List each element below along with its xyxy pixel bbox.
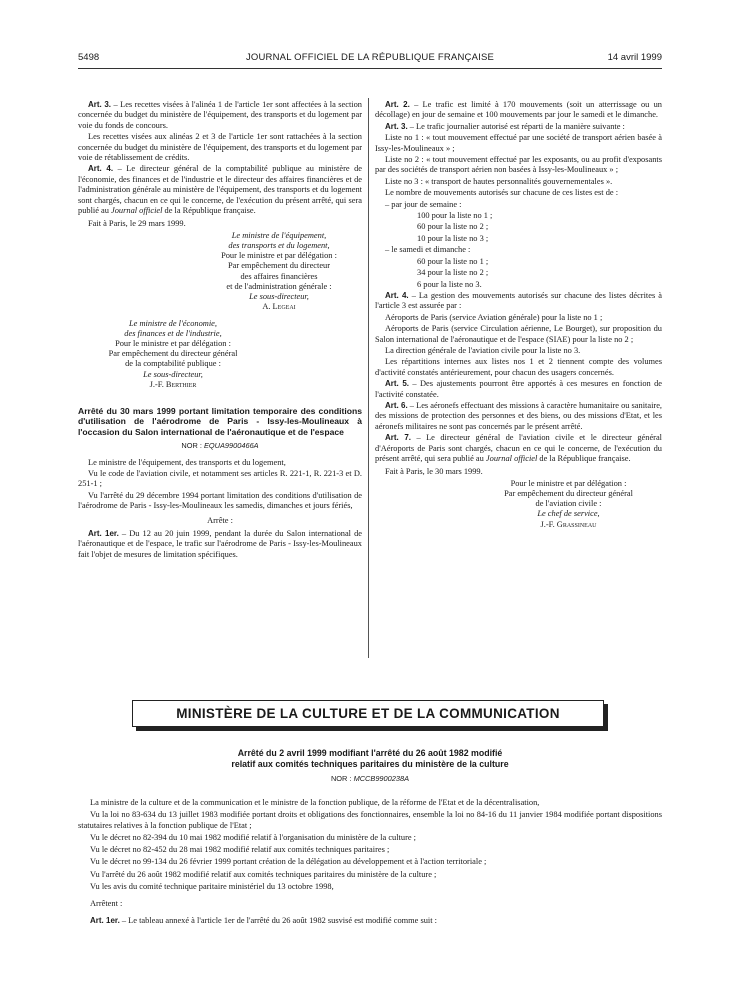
right-art6-paragraph: Art. 6. – Les aéronefs effectuant des missions à caractère humanitaire ou sanitaire, des missions de protection des personnes et des biens, ou des missions d'Etat, et les aéronefs militaires ne sont pas concernés par le présent arrêté. <box>375 400 663 431</box>
fait-a-paris: Fait à Paris, le 29 mars 1999. <box>88 219 186 229</box>
right-art7-paragraph: Art. 7. – Le directeur général de l'aviation civile et le directeur général d'Aéroports de Paris sont chargés, chacun en ce qui le concerne, de l'exécution du présent arrêté, qui sera publié au Journal officiel de la République française. <box>375 433 663 463</box>
article-label: Art. 5. <box>385 379 409 389</box>
signatory-name: J.-F. Berthier <box>149 379 197 389</box>
repartitions: Les répartitions internes aux listes nos 1 et 2 tiennent compte des volumes d'activité constatés antérieurement, pour chacun des usagers concernés. <box>375 357 662 377</box>
signature-block-dgac: Pour le ministre et par délégation : Par empêchement du directeur général de l'aviation civile : Le chef de service, J.-F. Grassineau <box>375 479 662 530</box>
culture-decree-title: Arrêté du 2 avril 1999 modifiant l'arrêté du 26 août 1982 modifié relatif aux comités techniques paritaires du ministère de la culture <box>231 748 509 769</box>
left-art1-paragraph: Art. 1er. – Du 12 au 20 juin 1999, pendant la durée du Salon international de l'aéronautique et de l'espace, le trafic sur l'aérodrome de Paris - Issy-les-Moulineaux fait l'objet de mesures de limitation spécifiques. <box>78 528 362 559</box>
liste-2: Liste no 2 : « tout mouvement effectué par les exposants, ou au profit d'exposants par des sociétés de transport aérien non basées à Issy-les-Moulineaux » ; <box>375 155 662 175</box>
article-label: Art. 3. <box>385 121 408 131</box>
preamble-minister: Le ministre de l'équipement, des transports et du logement, <box>88 457 286 467</box>
left-art3-paragraph-2: Les recettes visées aux alinéas 2 et 3 de l'article 1er sont rattachées à la section concernée du budget du ministère de l'équipement, des transports et du logement par voie de rétablissement de crédits. <box>78 132 362 163</box>
article-label: Art. 4. <box>88 164 114 174</box>
fait-a-paris: Fait à Paris, le 30 mars 1999. <box>385 467 483 477</box>
preamble-ministers: La ministre de la culture et de la communication et le ministre de la fonction publique, de la réforme de l'Etat et de la décentralisation, <box>90 798 540 807</box>
issue-date: 14 avril 1999 <box>607 52 662 63</box>
decree-title: Arrêté du 30 mars 1999 portant limitation temporaire des conditions d'utilisation de l'aérodrome de Paris - Issy-les-Moulineaux à l'occasion du Salon international de l'aéronautique et de l'espace <box>78 405 362 437</box>
signatory-name: A. Legeai <box>262 302 296 312</box>
right-art5-paragraph: Art. 5. – Des ajustements pourront être apportés à ces mesures en fonction de l'activité constatée. <box>375 379 663 399</box>
preamble-vu-arrete: Vu l'arrêté du 29 décembre 1994 portant limitation des conditions d'utilisation de l'aérodrome de Paris - Issy-les-Moulineaux les samedis, dimanches et jours fériés, <box>78 490 362 511</box>
article-label: Art. 6. <box>385 400 408 410</box>
weekend-item: 60 pour la liste no 1 ; <box>417 256 489 266</box>
right-art4-paragraph: Art. 4. – La gestion des mouvements autorisés sur chacune des listes décrites à l'article 3 est assurée par : <box>375 290 662 311</box>
header-rule <box>78 68 662 69</box>
liste-1: Liste no 1 : « tout mouvement effectué par une société de transport aérien basée à Issy-les-Moulineaux » ; <box>375 133 662 153</box>
semaine-item: 100 pour la liste no 1 ; <box>417 211 493 221</box>
culture-nor-reference: NOR : MCCB9900238A <box>330 774 410 783</box>
arretent-heading: Arrêtent : <box>90 899 123 909</box>
preamble-vu-code: Vu le code de l'aviation civile, et notamment ses articles R. 221-1, R. 221-3 et D. 251-1 ; <box>78 468 362 489</box>
preamble-vu-decret: Vu le décret no 82-394 du 10 mai 1982 modifié relatif à l'organisation du ministère de la culture ; <box>90 832 416 842</box>
arrete-heading: Arrête : <box>207 515 233 525</box>
ministry-banner: MINISTÈRE DE LA CULTURE ET DE LA COMMUNICATION <box>132 700 604 727</box>
weekend-item: 34 pour la liste no 2 ; <box>417 268 489 278</box>
adp-liste-2: Aéroports de Paris (service Circulation aérienne, Le Bourget), sur proposition du Salon international de l'aéronautique et de l'espace (SIAE) pour la liste no 2 ; <box>375 324 662 344</box>
right-art2-paragraph: Art. 2. – Le trafic est limité à 170 mouvements (soit un atterrissage ou un décollage) en jour de semaine et 100 mouvements par jour le samedi et le dimanche. <box>375 100 662 120</box>
page-number: 5498 <box>78 52 100 63</box>
right-art3-paragraph: Art. 3. – Le trafic journalier autorisé est réparti de la manière suivante : <box>385 121 625 131</box>
preamble-vu-decret: Vu le décret no 99-134 du 26 février 1999 portant création de la délégation au développement et à l'action territoriale ; <box>90 857 487 867</box>
nor-reference: NOR : EQUA9900466A <box>181 441 259 451</box>
article-label: Art. 4. <box>385 290 409 300</box>
journal-title: JOURNAL OFFICIEL DE LA RÉPUBLIQUE FRANÇAISE <box>245 52 495 63</box>
culture-art1-paragraph: Art. 1er. – Le tableau annexé à l'article 1er de l'arrêté du 26 août 1982 susvisé est modifié comme suit : <box>90 915 438 925</box>
preamble-vu-decret: Vu le décret no 82-452 du 28 mai 1982 modifié relatif aux comités techniques paritaires ; <box>90 845 390 855</box>
preamble-vu-arrete: Vu l'arrêté du 26 août 1982 modifié relatif aux comités techniques paritaires du ministère de la culture ; <box>90 869 437 879</box>
left-art4-paragraph: Art. 4. – Le directeur général de la comptabilité publique au ministère de l'économie, des finances et de l'industrie et le directeur des affaires financières et de l'administration générale au ministère de l'équipement, des transports et du logement sont chargés, chacun en ce qui le concerne, de l'exécution du présent arrêté, qui sera publié au Journal officiel de la République française. <box>78 164 363 216</box>
semaine-item: 60 pour la liste no 2 ; <box>417 222 489 232</box>
article-label: Art. 1er. <box>88 528 119 538</box>
signature-block-equipement: Le ministre de l'équipement, des transports et du logement, Pour le ministre et par délégation : Par empêchement du directeur des affaires financières et de l'administration générale : Le sous-directeur, A. Legeai <box>78 231 362 313</box>
article-label: Art. 1er. <box>90 915 120 925</box>
article-label: Art. 2. <box>385 100 410 109</box>
liste-3: Liste no 3 : « transport de hautes personnalités gouvernementales ». <box>385 176 613 186</box>
running-header <box>78 52 662 68</box>
culture-decree-body <box>78 798 662 928</box>
left-art3-paragraph: Art. 3. – Les recettes visées à l'alinéa 1 de l'article 1er sont affectées à la section concernée du budget du ministère de l'équipement, des transports et du logement par voie du fonds de concours. <box>78 100 362 130</box>
signatory-name: J.-F. Grassineau <box>540 519 597 529</box>
right-column <box>375 100 662 530</box>
article-label: Art. 3. <box>88 100 112 109</box>
column-divider <box>368 98 369 658</box>
signature-block-economie: Le ministre de l'économie, des finances et de l'industrie, Pour le ministre et par délégation : Par empêchement du directeur général de la comptabilité publique : Le sous-directeur, J.-F. Berthier <box>78 319 268 390</box>
preamble-vu-loi: Vu la loi no 83-634 du 13 juillet 1983 modifiée portant droits et obligations des fonctionnaires, ensemble la loi no 84-16 du 11 janvier 1984 modifiée portant dispositions statutaires relatives à la fonction publique de l'Etat ; <box>78 810 662 830</box>
weekend-item: 6 pour la liste no 3. <box>417 279 482 289</box>
preamble-vu-avis: Vu les avis du comité technique paritaire ministériel du 13 octobre 1998, <box>90 881 334 891</box>
semaine-item: 10 pour la liste no 3 ; <box>417 233 489 243</box>
article-label: Art. 7. <box>385 433 412 443</box>
adp-liste-1: Aéroports de Paris (service Aviation générale) pour la liste no 1 ; <box>385 312 603 322</box>
dgac-liste-3: La direction générale de l'aviation civile pour la liste no 3. <box>385 345 581 355</box>
left-column <box>78 100 362 561</box>
semaine-heading: – par jour de semaine : <box>385 199 462 209</box>
nombre-mouvements: Le nombre de mouvements autorisés sur chacune de ces listes est de : <box>385 188 619 198</box>
weekend-heading: – le samedi et dimanche : <box>385 245 471 255</box>
